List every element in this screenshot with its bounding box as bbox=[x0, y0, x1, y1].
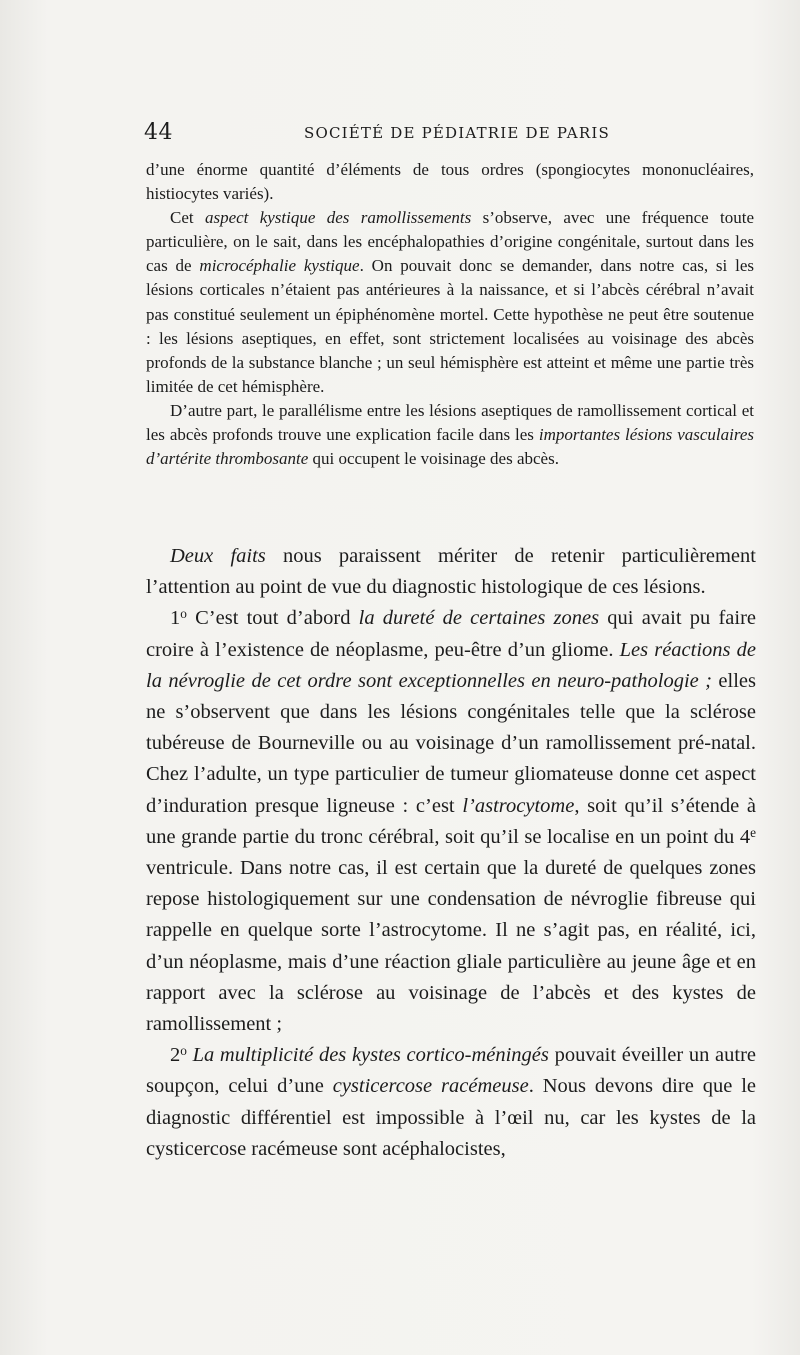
superscript: o bbox=[180, 1043, 187, 1059]
superscript: o bbox=[180, 606, 187, 622]
text-run: Cet bbox=[170, 208, 205, 228]
italic-text: microcéphalie kystique bbox=[199, 256, 360, 276]
main-text-block bbox=[146, 541, 756, 1165]
italic-text: aspect kystique des ramollissements bbox=[204, 208, 472, 228]
text-run: qui occupent le voisinage des abcès. bbox=[308, 449, 559, 469]
text-run: 2 bbox=[170, 1044, 181, 1067]
superscript: e bbox=[750, 824, 756, 840]
text-run: C’est tout d’abord bbox=[186, 607, 359, 630]
text-run: elles ne s’observent que dans les lésions congénitales telle que la sclérose tubéreuse de Bourneville ou au voisinage d’un ramollissement pré-natal. Chez l’adulte, un type particulier de tumeur gliomateuse donne cet aspect d’induration presque ligneuse : c’est bbox=[146, 669, 756, 817]
text-run: D’autre part, le parallélisme entre les lésions aseptiques de ramollissement cortical et les abcès profonds trouve une explication facile dans les bbox=[146, 400, 754, 445]
page-header bbox=[144, 120, 756, 144]
text-run: qui avait pu faire croire à l’existence de néoplasme, peu-être d’un gliome. bbox=[146, 607, 756, 661]
text-run: ventricule. Dans notre cas, il est certain que la dureté de quelques zones repose histologiquement sur une condensation de névroglie fibreuse qui rappelle en quelque sorte l’astrocytome. Il ne s’agit pas, en réalité, ici, d’un néoplasme, mais d’une réaction gliale particulière au jeune âge et en rapport avec la sclérose au voisinage de l’abcès et des kystes de ramollissement ; bbox=[146, 857, 756, 1036]
paragraph bbox=[146, 158, 754, 206]
paragraph bbox=[146, 541, 756, 603]
paragraph bbox=[146, 399, 754, 471]
text-run: . On pouvait donc se demander, dans notre cas, si les lésions corticales n’étaient pas antérieures à la naissance, et si l’abcès cérébral n’avait pas constitué seulement un épiphénomène mortel. Cette hypothèse ne peut être soutenue : les lésions aseptiques, en effet, sont strictement localisées au voisinage des abcès profonds de la substance blanche ; un seul hémisphère est atteint et même une partie très limitée de cet hémisphère. bbox=[146, 256, 754, 396]
running-title: SOCIÉTÉ DE PÉDIATRIE DE PARIS bbox=[304, 124, 610, 142]
text-run: , soit qu’il s’étende à une grande partie du tronc cérébral, soit qu’il se localise en un point du 4 bbox=[146, 794, 756, 848]
text-run: . Nous devons dire que le diagnostic différentiel est impossible à l’œil nu, car les kystes de la cysticercose racémeuse sont acéphalocistes, bbox=[146, 1075, 757, 1160]
italic-text: importantes lésions vasculaires d’artérite thrombosante bbox=[146, 425, 754, 469]
italic-text: la dureté de certaines zones bbox=[358, 607, 600, 630]
text-run: nous paraissent mériter de retenir particulièrement l’attention au point de vue du diagnostic histologique de ces lésions. bbox=[146, 545, 756, 599]
text-run: 1 bbox=[170, 607, 181, 630]
page-number: 44 bbox=[144, 120, 173, 145]
italic-text: Les réactions de la névroglie de cet ordre sont exceptionnelles en neuro-pathologie ; bbox=[146, 638, 756, 692]
paragraph bbox=[146, 603, 756, 1040]
paragraph bbox=[146, 1040, 756, 1165]
italic-text: La multiplicité des kystes cortico-méningés bbox=[192, 1044, 549, 1067]
italic-text: cysticercose racémeuse bbox=[332, 1075, 529, 1098]
italic-text: Deux faits bbox=[170, 545, 266, 567]
italic-text: l’astrocytome bbox=[462, 794, 575, 817]
text-run: d’une énorme quantité d’éléments de tous ordres (spongiocytes mononucléaires, histiocytes variés). bbox=[146, 160, 754, 204]
paragraph bbox=[146, 206, 754, 399]
text-run: s’observe, avec une fréquence toute particulière, on le sait, dans les encéphalopathies d’origine congénitale, surtout dans les cas de bbox=[146, 208, 754, 276]
small-print-block bbox=[146, 158, 754, 471]
text-run: pouvait éveiller un autre soupçon, celui d’une bbox=[146, 1044, 756, 1098]
